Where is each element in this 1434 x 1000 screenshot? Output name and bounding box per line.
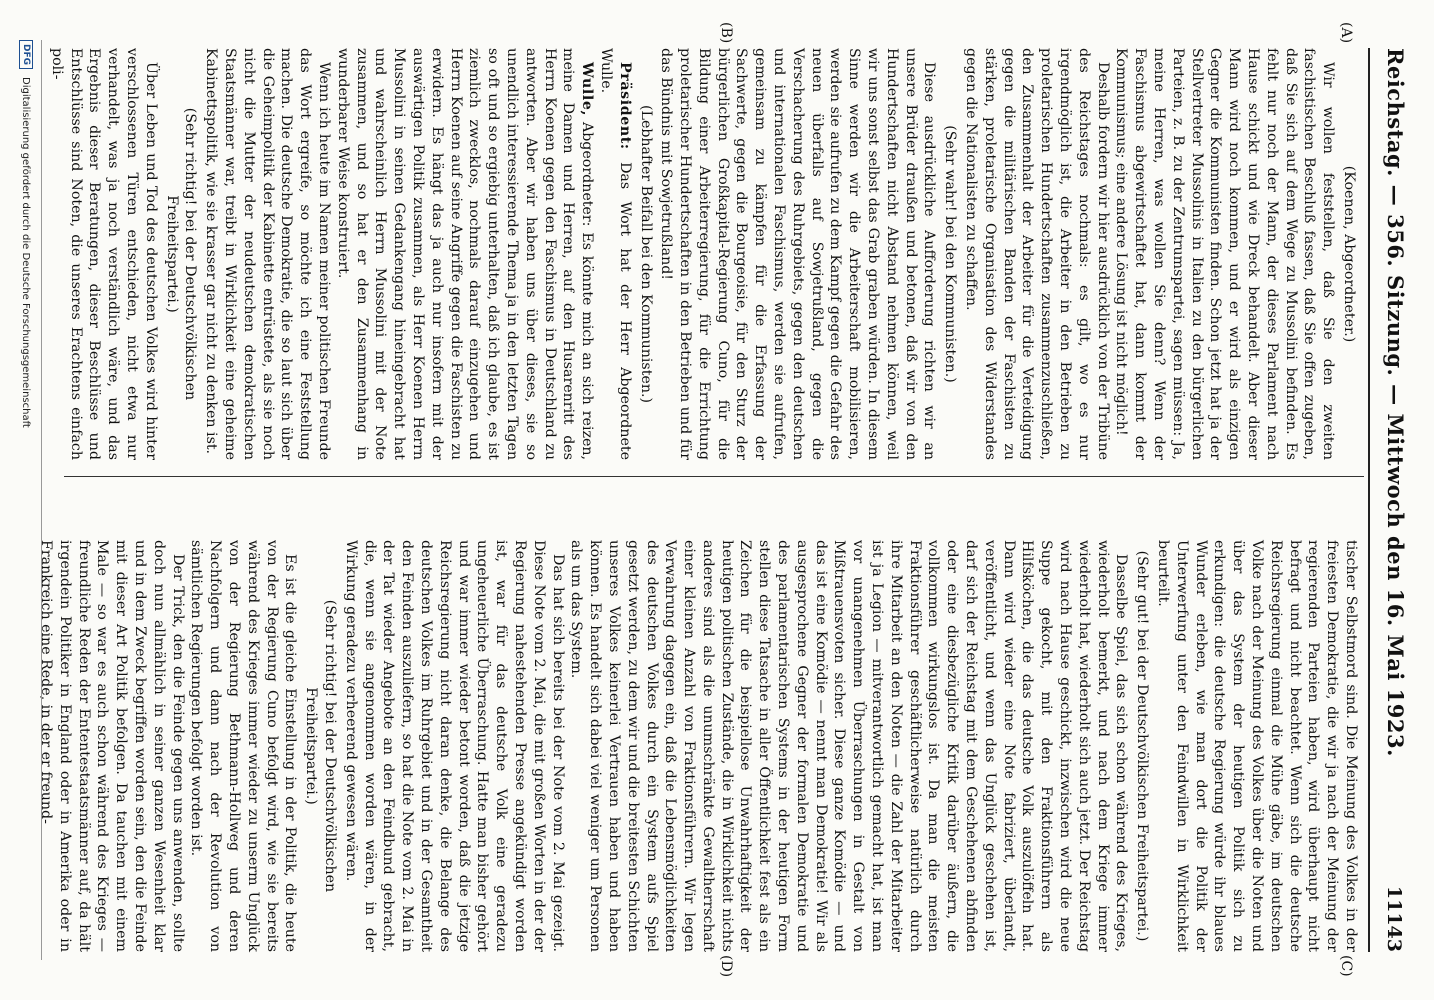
stage-direction: (Sehr wahr! bei den Kommunisten.): [942, 125, 959, 383]
column-divider: [64, 476, 1364, 477]
paragraph: Wenn ich heute im Namen meiner politischen Freunde das Wort ergreife, so möchte ich eine Feststellung machen. Die deutsche Demokratie, die so laut sich über die Geheimpolitik der Kabinette entrüstete, als sie noch nicht die Mutter der neudeutschen demokratischen Staatsmänner war, treibt in Wirklichkeit eine geheime Kabinettspolitik, wie sie krasser gar nicht zu denken ist.: [203, 48, 332, 460]
stage-direction: (Sehr gut! bei der Deutschvölkischen Freiheitspartei.): [1134, 550, 1151, 942]
page-footer: [16, 40, 36, 960]
paragraph: Es ist die gleiche Einstellung in der Politik, die heute von der Regierung Cuno befolgt wird, wie sie bereits während des Krieges immer wieder zu unserm Unglück von der Regierung Bethmann-Hollweg und deren Nachfolgern und dann nach der Revolution von sämtlichen Regierungen befolgt worden ist.: [188, 540, 299, 952]
paragraph: [333, 48, 596, 460]
paragraph: Das hat sich bereits bei der Note vom 2. Mai gezeigt. Diese Note vom 2. Mai, die mit großen Worten in der der Regierung nahestehenden Presse angekündigt worden ist, war für das deutsche Volk eine geradezu ungeheuerliche Überraschung. Hatte man bisher gehört und war immer wieder betont worden, daß die jetzige Reichsregierung nicht daran denke, die Belange des deutschen Volkes im Ruhrgebiet und in der Gesamtheit den Feinden auszuliefern, so hat die Note vom 2. Mai in der Tat wieder Angebote an den Feindbund gebracht, die, wenn sie angenommen worden wären, in der Wirkung geradezu verheerend gewesen wären.: [342, 540, 566, 952]
header-rule: [1368, 48, 1370, 952]
speaker-continuation: (Koenen, Abgeordneter.): [1341, 165, 1357, 343]
paragraph: [596, 48, 634, 460]
stage-direction: (Sehr richtig! bei der Deutschvölkischen Freiheitspartei.): [163, 107, 199, 401]
paragraph: Wir wollen feststellen, daß Sie den zweiten faschistischen Beschluß fassen, daß Sie offen zugeben, daß Sie sich auf dem Wege zu Mussolini befinden. Es fehlt nur noch der Mann, der dieses Parlament nach Hause schickt und wie Dreck behandelt. Aber dieser Mann wird noch kommen, und er wird als einzigen Gegner die Kommunisten finden. Schon jetzt hat ja der Stellvertreter Mussolinis in Italien zu den bürgerlichen Parteien, z. B. zu der Zentrumspartei, sagen müssen: Ja, meine Herren, was wollen Sie denn? Wenn der Faschismus abgewirtschaftet hat, dann kommt der Kommunismus; eine andere Lösung ist nicht möglich!: [1113, 48, 1337, 460]
margin-marker-c: (C): [1338, 955, 1354, 977]
funding-note: Digitalisierung gefördert durch die Deutsche Forschungsgemeinschaft: [20, 77, 32, 428]
page-header: [1374, 48, 1408, 952]
stage-direction: (Sehr richtig! bei der Deutschvölkischen Freiheitspartei.): [303, 599, 338, 893]
margin-marker-b: (B): [718, 22, 734, 44]
paragraph: Der Trick, den die Feinde gegen uns anwenden, sollte doch nun allmählich in seiner ganzen Wesenheit klar und in dem Zweck begriffen worden sein, den die Feinde mit dieser Art Politik befolgen. Da tauchen mit einem Male — so war es auch schon während des Krieges — freundliche Reden der Ententestaatsmänner auf, da hält irgendein Politiker in England oder in Amerika oder in Frankreich eine Rede, in der er freund-: [38, 540, 186, 952]
speaker-name: Präsident:: [616, 62, 633, 150]
paragraph: tischer Selbstmord sind. Die Meinung des Volkes in der freiesten Demokratie, die wir ja nach der Meinung der regierenden Parteien haben, wird überhaupt nicht befragt und nicht beachtet. Wenn sich die deutsche Reichsregierung einmal die Mühe gäbe, im deutschen Volke nach der Meinung des Volkes über die Noten und über das System der heutigen Politik sich zu erkundigen: die deutsche Regierung würde ihr blaues Wunder erleben, wie man dort die Politik der Unterwerfung unter den Feindwillen in Wirklichkeit beurteilt.: [1155, 540, 1359, 952]
header-title: Reichstag. — 356. Sitzung. — Mittwoch den 16. Mai 1923.: [1383, 48, 1408, 757]
right-column: [38, 540, 1360, 953]
paragraph: Diese ausdrückliche Aufforderung richten wir an unsere Brüder draußen und betonen, daß wir von den Hundertschaften nicht Abstand nehmen können, weil wir uns sonst selbst das Grab graben würden. In diesem Sinne werden wir die Arbeiterschaft mobilisieren, werden sie aufrufen zu dem Kampf gegen die Gefahr des neuen überfalls auf Sowjetrußland, gegen die Verschacherung des Ruhrgebiets, gegen den deutschen und internationalen Faschismus, werden sie aufrufen, gemeinsam zu kämpfen für die Erfassung der Sachwerte, gegen die Bourgeoisie, für den Sturz der bürgerlichen Großkapital-Regierung Cuno, für die Bildung einer Arbeiterregierung, für die Errichtung proletarischer Hundertschaften in den Betrieben und für das Bündnis mit Sowjetrußland!: [658, 48, 938, 460]
paragraph: Dasselbe Spiel, das sich schon während des Krieges, wiederholt bemerkt, und nach dem Kriege immer wiederholt hat, wiederholt sich auch jetzt. Der Reichstag wird nach Hause geschickt, inzwischen wird die neue Suppe gekocht, mit den Fraktionsführern als Hilfsköchen, die das deutsche Volk auszulöffeln hat. Dann wird wieder eine Note fabriziert, überlandt, veröffentlicht, und wenn das Unglück geschehen ist, darf sich der Reichstag mit dem Geschehenen abfinden oder eine diesbezügliche Kritik darüber äußern, die vollkommen wirkungslos ist. Da man die meisten Fraktionsführer geschäftlicherweise natürlich durch ihre Mitarbeit an den Noten — die Zahl der Mitarbeiter ist ja Legion — mitverantwortlich gemacht hat, ist man vor unangenehmen Überraschungen in Gestalt von Mißtrauensvoten sicher. Diese ganze Komödie — und das ist eine Komödie — nennt man Demokratie! Wir als ausgesprochene Gegner der formalen Demokratie und des parlamentarischen Systems in der heutigen Form stellen diese Tatsache in aller Öffentlichkeit fest als ein Zeichen für die beispiellose Unwahrhaftigkeit der heutigen politischen Zustände, die in Wirklichkeit nichts anderes sind als die unumschränkte Gewaltherrschaft einer kleinen Anzahl von Fraktionsführern. Wir legen Verwahrung dagegen ein, daß die Lebensmöglichkeiten des deutschen Volkes durch ein System aufs Spiel gesetzt werden, zu dem wir und die breitesten Schichten unseres Volkes keinerlei Vertrauen haben und haben können. Es handelt sich dabei viel weniger um Personen als um das System.: [568, 540, 1130, 953]
margin-marker-a: (A): [1338, 22, 1354, 44]
margin-marker-d: (D): [718, 955, 734, 978]
stage-direction: (Lebhafter Beifall bei den Kommunisten.): [637, 104, 654, 403]
dfg-logo: DFG: [19, 40, 33, 69]
paragraph: Deshalb fordern wir hier ausdrücklich von der Tribüne des Reichstages nochmals: es gilt, wo es nur irgendmöglich ist, die Arbeiter in den Betrieben zu proletarischen Hundertschaften zusammenzuschließen, den Zusammenhalt der Arbeiter für die Verteidigung gegen die militärischen Banden der Faschisten zu stärken, proletarische Organisation des Widerstandes gegen die Nationalisten zu schaffen.: [963, 48, 1111, 460]
paragraph: Über Leben und Tod des deutschen Volkes wird hinter verschlossenen Türen entschieden, nicht etwa nur verhandelt, was ja noch verständlich wäre, und das Ergebnis dieser Beratungen, dieser Beschlüsse und Entschlüsse sind Noten, die unseres Erachtens einfach poli-: [48, 48, 159, 460]
speech-text: Abgeordneter: Es könnte mich an sich reizen, meine Damen und Herren, auf den Husarenritt des Herrn Koenen gegen den Faschismus in Deutschland zu antworten. Aber wir haben uns über dieses, sie so unendlich interessierende Thema ja in den letzten Tagen so oft und so ergiebig unterhalten, daß ich glaube, es ist ziemlich zwecklos, nochmals darauf einzugehen und Herrn Koenen auf seine Angriffe gegen die Faschisten zu erwidern. Es hängt das ja auch nur insofern mit der auswärtigen Politik zusammen, als Herr Koenen Herrn Mussolini in seinen Gedankengang hineingebracht hat und wahrscheinlich Herrn Mussolini mit der Note zusammen, und so hat er den Zusammenhang in wunderbarer Weise konstruiert.: [334, 48, 596, 460]
footer-rule: [41, 40, 42, 960]
page-number: 11143: [1383, 885, 1405, 952]
speech-text: Das Wort hat der Herr Abgeordnete Wulle.: [597, 48, 633, 460]
speaker-name: Wulle,: [579, 62, 596, 117]
left-column: [48, 48, 1360, 460]
